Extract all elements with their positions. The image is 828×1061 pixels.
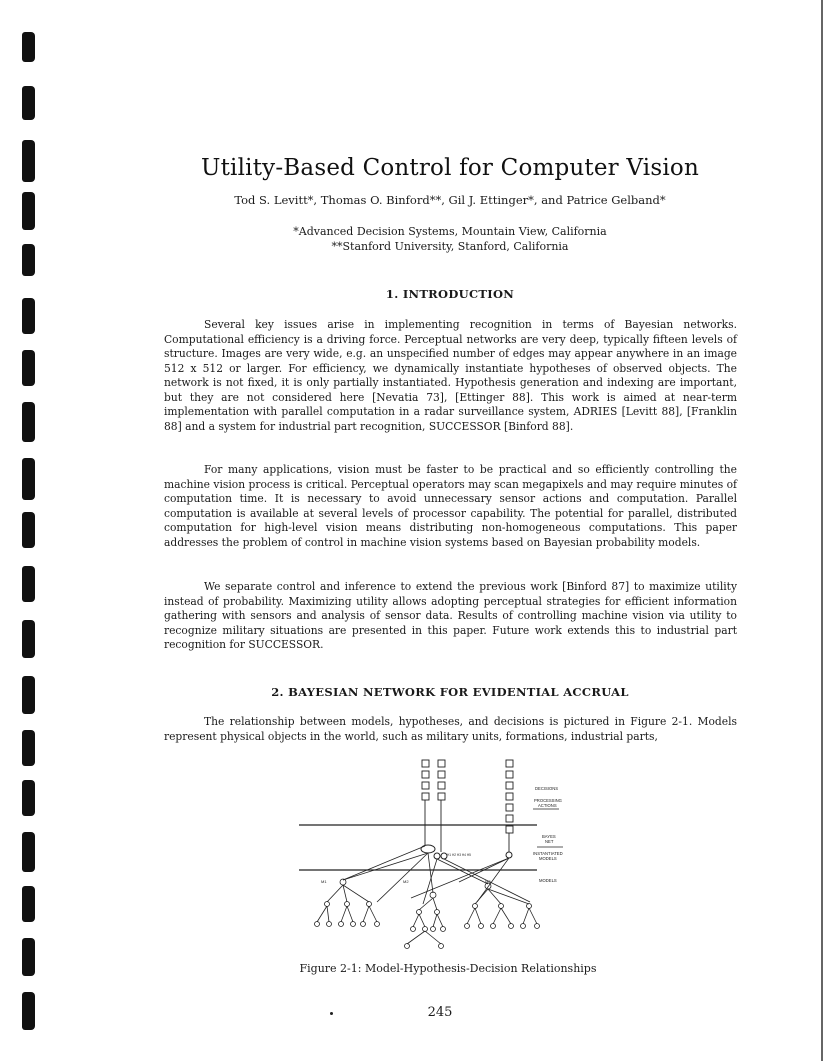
label-decisions: DECISIONS (535, 786, 559, 791)
affiliation-line: *Advanced Decision Systems, Mountain View, California (293, 225, 607, 238)
binder-hole (22, 244, 35, 276)
binder-hole (22, 886, 35, 922)
binder-hole (22, 350, 35, 386)
label-hypotheses: H1 H2 H3 H4 H5 (447, 853, 471, 857)
label-net: NET (545, 839, 554, 844)
body-paragraph: We separate control and inference to extend the previous work [Binford 87] to maximize utility instead of probability. Maximizing utility allows adopting perceptual strategies for efficient information gathering with sensors and analysis of sensor data. Results of controlling machine vision via utility to recognize military situations are presented in this paper. Future work extends this to industrial part recognition for SUCCESSOR. (164, 580, 737, 651)
body-paragraph: For many applications, vision must be faster to be practical and so efficiently controlling the machine vision process is critical. Perceptual operators may scan megapixels and may require minutes of computation time. It is necessary to avoid unnecessary sensor actions and computation. Parallel computation is available at several levels of processor capability. The potential for parallel, distributed computation for high-level vision means distributing non-homogeneous computations. This paper addresses the problem of control in machine vision systems based on Bayesian probability models. (164, 463, 737, 549)
speck (330, 1012, 333, 1015)
label-models: MODELS (539, 878, 557, 883)
binder-hole (22, 140, 35, 182)
body-paragraph: The relationship between models, hypotheses, and decisions is pictured in Figure 2-1. Models represent physical objects in the world, such as military units, formations, industrial parts, (164, 715, 737, 743)
binder-hole (22, 938, 35, 976)
section-heading-bayesian-network: 2. BAYESIAN NETWORK FOR EVIDENTIAL ACCRUAL (271, 685, 629, 699)
binder-hole (22, 402, 35, 442)
affiliation-line: **Stanford University, Stanford, California (331, 240, 569, 253)
affiliations (140, 224, 760, 254)
binder-hole (22, 730, 35, 766)
binder-hole (22, 620, 35, 658)
page-edge (821, 0, 823, 1061)
binder-hole (22, 566, 35, 602)
binder-hole (22, 86, 35, 120)
label-m1: M1 (321, 879, 327, 884)
label-bayes: BAYES (542, 834, 556, 839)
page-number: 245 (427, 1005, 453, 1020)
binder-hole (22, 298, 35, 334)
binder-hole (22, 192, 35, 230)
label-inst-models: MODELS (539, 856, 557, 861)
figure-2-1 (297, 752, 579, 957)
section-heading-introduction: 1. INTRODUCTION (385, 287, 515, 301)
binder-hole (22, 676, 35, 714)
paper-title: Utility-Based Control for Computer Vision (201, 155, 699, 181)
label-actions: ACTIONS (538, 803, 557, 808)
binder-hole (22, 512, 35, 548)
network-diagram (297, 752, 579, 957)
label-processing: PROCESSING (534, 798, 562, 803)
body-paragraph: Several key issues arise in implementing recognition in terms of Bayesian networks. Computational efficiency is a driving force. Perceptual networks are very deep, typically fifteen levels of structure. Images are very wide, e.g. an unspecified number of edges may appear anywhere in an image 512 x 512 or larger. For efficiency, we dynamically instantiate hypotheses of observed objects. The network is not fixed, it is only partially instantiated. Hypothesis generation and indexing are important, but they are not considered here [Nevatia 73], [Ettinger 88]. This work is aimed at near-term implementation with parallel computation in a radar surveillance system, ADRIES [Levitt 88], [Franklin 88] and a system for industrial part recognition, SUCCESSOR [Binford 88]. (164, 318, 737, 433)
binder-hole (22, 780, 35, 816)
binder-hole (22, 458, 35, 500)
binder-hole (22, 992, 35, 1030)
model-trees (315, 879, 540, 949)
label-instantiated: INSTANTIATED (533, 851, 563, 856)
figure-caption: Figure 2-1: Model-Hypothesis-Decision Relationships (299, 962, 597, 975)
binder-hole (22, 832, 35, 872)
author-list: Tod S. Levitt*, Thomas O. Binford**, Gil J. Ettinger*, and Patrice Gelband* (234, 193, 666, 207)
label-m2: M2 (403, 879, 409, 884)
decision-boxes (422, 760, 513, 833)
label-m3: M3 (485, 879, 491, 884)
binder-hole (22, 32, 35, 62)
